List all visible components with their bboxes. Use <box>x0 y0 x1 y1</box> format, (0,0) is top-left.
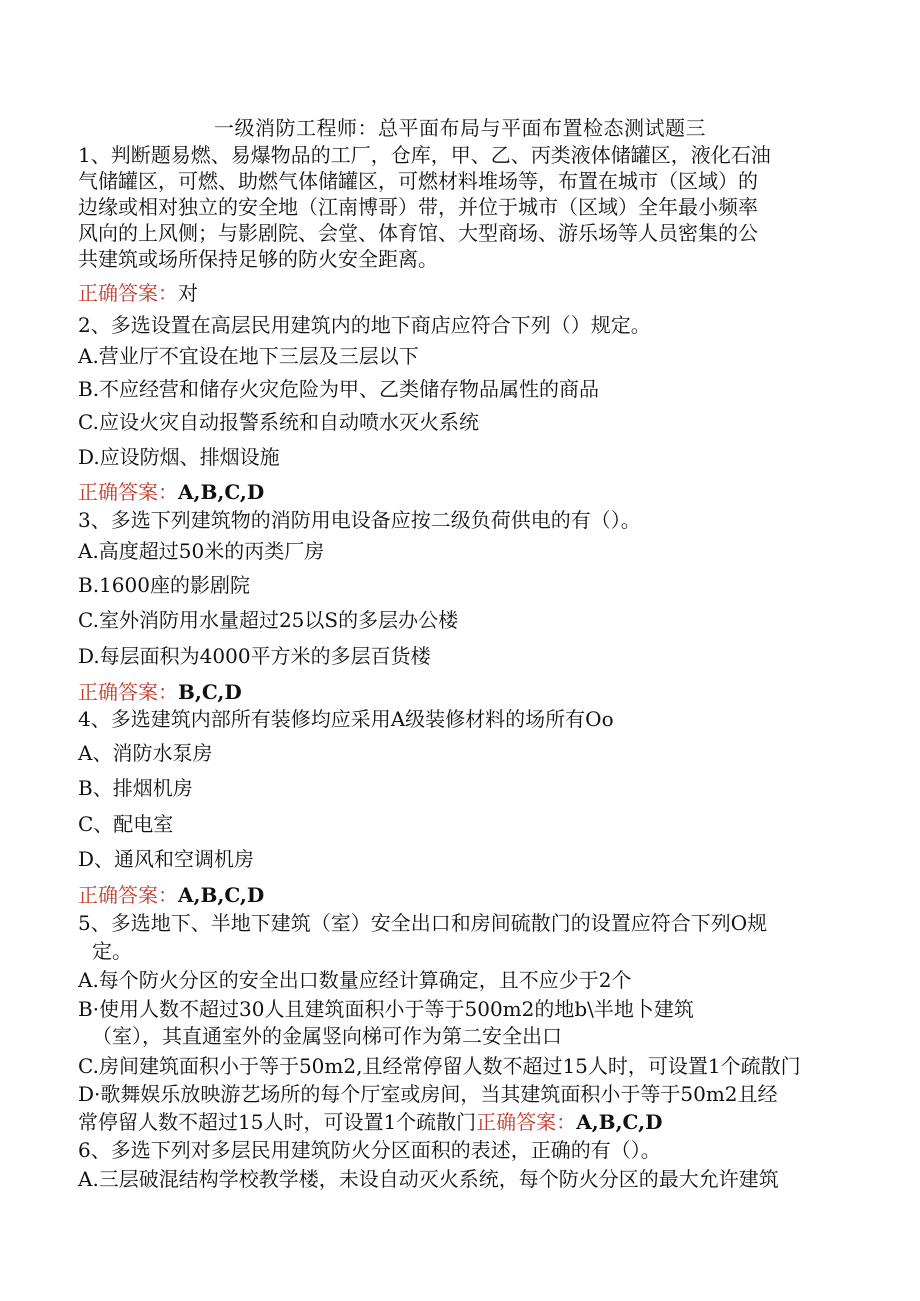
q2-answer-row <box>78 479 264 505</box>
q6-stem: 6、多选下列对多层民用建筑防火分区面积的表述，正确的有（）。 <box>78 1138 661 1162</box>
answer-label: 正确答案： <box>78 883 178 907</box>
q6-option-a: A.三层破混结构学校教学楼，未设自动灭火系统，每个防火分区的最大允许建筑 <box>78 1167 779 1191</box>
q3-option-b: B.1600座的影剧院 <box>78 573 250 597</box>
answer-label: 正确答案： <box>476 1110 577 1134</box>
q3-option-a: A.高度超过50米的丙类厂房 <box>78 539 325 563</box>
answer-value: A,B,C,D <box>178 883 265 907</box>
q4-option-d: D、通风和空调机房 <box>78 847 255 871</box>
q2-option-a: A.营业厅不宜设在地下三层及三层以下 <box>78 344 419 368</box>
q2-option-d: D.应设防烟、排烟设施 <box>78 445 280 469</box>
q4-stem: 4、多选建筑内部所有装修均应采用A级装修材料的场所有Oo <box>78 707 614 731</box>
q2-stem: 2、多选设置在高层民用建筑内的地下商店应符合下列（）规定。 <box>78 313 651 337</box>
q1-line-3: 边缘或相对独立的安全地（江南博哥）带，并位于城市（区域）全年最小频率 <box>78 195 758 219</box>
q5-option-c: C.房间建筑面积小于等于50m2,且经常停留人数不超过15人时，可设置1个疏散门 <box>78 1054 801 1078</box>
answer-label: 正确答案： <box>78 281 178 305</box>
q5-stem-line-1: 5、多选地下、半地下建筑（室）安全出口和房间硫散门的设置应符合下列O规 <box>78 911 768 935</box>
q5-stem-line-2: 定。 <box>92 939 132 963</box>
q1-line-1: 1、判断题易燃、易爆物品的工厂，仓库，甲、乙、丙类液体储罐区，液化石油 <box>78 143 771 167</box>
q1-line-2: 气储罐区，可燃、助燃气体储罐区，可燃材料堆场等，布置在城市（区域）的 <box>78 169 758 193</box>
q3-stem: 3、多选下列建筑物的消防用电设备应按二级负荷供电的有（）。 <box>78 508 641 532</box>
q3-option-d: D.每层面积为4000平方米的多层百货楼 <box>78 644 431 668</box>
q5-option-d-text: 常停留人数不超过15人时，可设置1个疏散门 <box>78 1110 477 1134</box>
answer-value: A,B,C,D <box>576 1110 663 1134</box>
q5-option-b-line-2: （室），其直通室外的金属竖向梯可作为第二安全出口 <box>92 1024 562 1048</box>
q4-option-a: A、消防水泵房 <box>78 741 213 765</box>
q4-option-c: C、配电室 <box>78 812 174 836</box>
q4-answer-row <box>78 882 264 908</box>
q2-option-c: C.应设火灾自动报警系统和自动喷水灭火系统 <box>78 410 479 434</box>
q2-option-b: B.不应经营和储存火灾危险为甲、乙类储存物品属性的商品 <box>78 377 600 401</box>
answer-label: 正确答案： <box>78 680 178 704</box>
q1-line-4: 风向的上风侧；与影剧院、会堂、体育馆、大型商场、游乐场等人员密集的公 <box>78 221 758 245</box>
q5-option-d-line-2 <box>78 1109 662 1135</box>
q5-option-b-line-1: B·使用人数不超过30人且建筑面积小于等于500m2的地b\半地卜建筑 <box>78 997 694 1021</box>
q5-option-d-line-1: D·歌舞娱乐放映游艺场所的每个厅室或房间，当其建筑面积小于等于50m2且经 <box>78 1082 778 1106</box>
q1-answer-row <box>78 280 198 306</box>
answer-value: B,C,D <box>178 680 242 704</box>
answer-label: 正确答案： <box>78 480 178 504</box>
q1-line-5: 共建筑或场所保持足够的防火安全距离。 <box>78 247 438 271</box>
answer-value: A,B,C,D <box>178 480 265 504</box>
document-title: 一级消防工程师：总平面布局与平面布置检态测试题三 <box>214 116 706 140</box>
q4-option-b: B、排烟机房 <box>78 776 193 800</box>
answer-value: 对 <box>178 281 198 305</box>
q3-answer-row <box>78 679 242 705</box>
q5-option-a: A.每个防火分区的安全出口数量应经计算确定，且不应少于2个 <box>78 968 632 992</box>
q3-option-c: C.室外消防用水量超过25以S的多层办公楼 <box>78 608 459 632</box>
